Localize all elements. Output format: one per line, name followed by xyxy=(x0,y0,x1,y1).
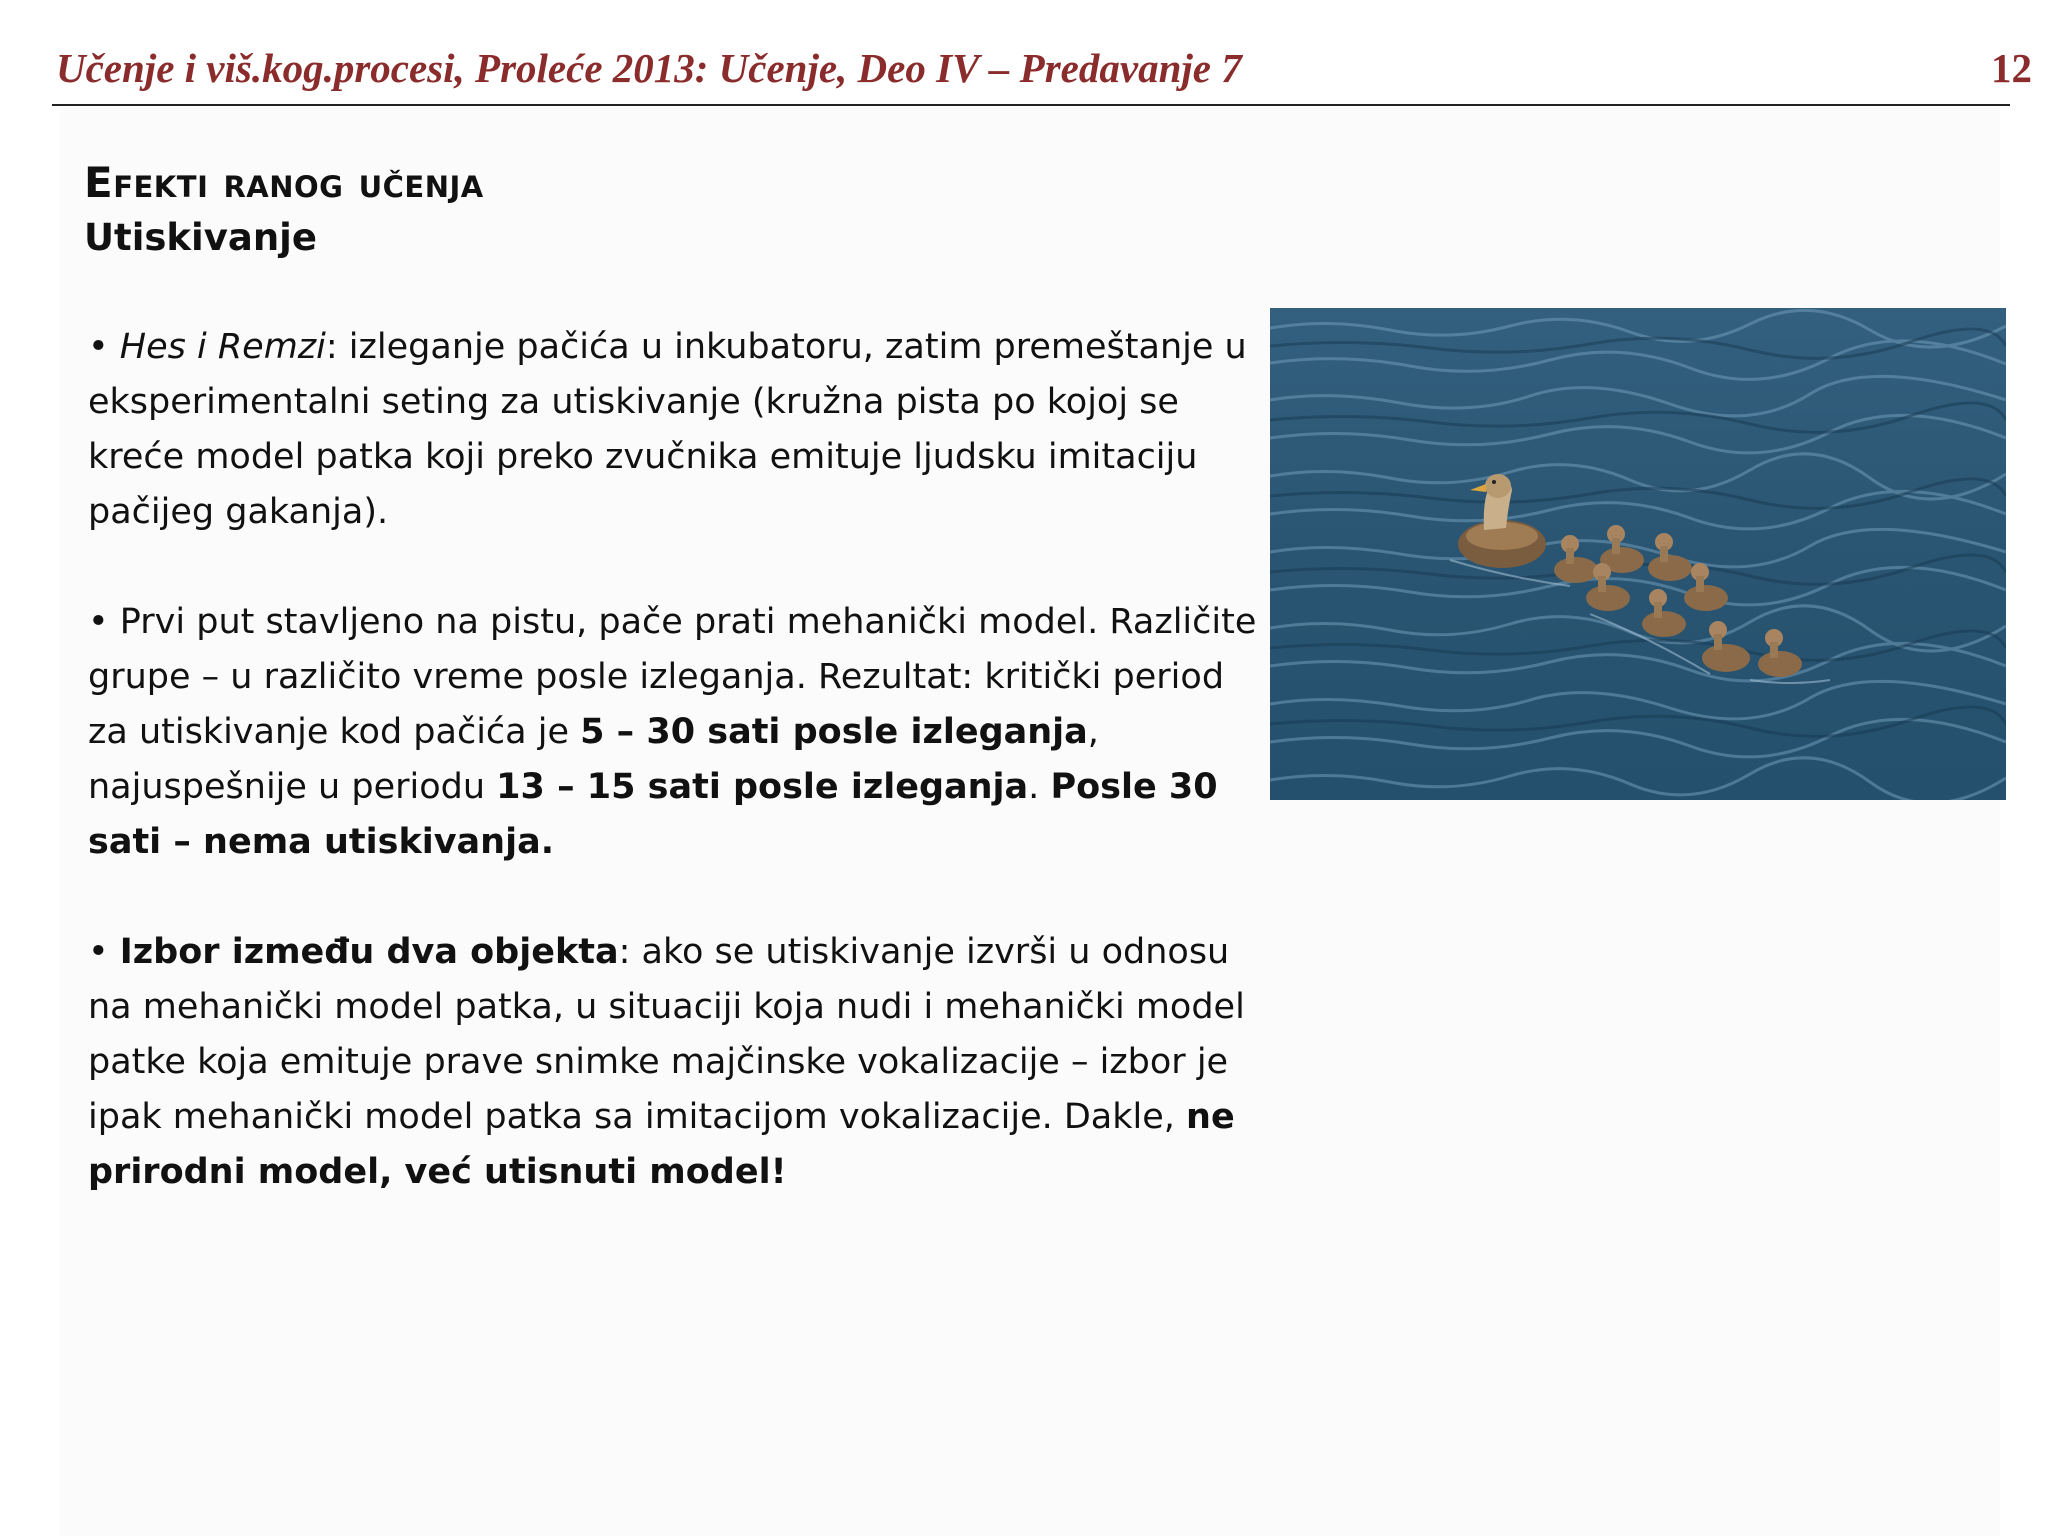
header-divider xyxy=(52,104,2010,106)
bullet-marker: • xyxy=(88,327,120,367)
bold-text: 5 – 30 sati posle izleganja xyxy=(580,712,1088,752)
bold-text: Izbor između dva objekta xyxy=(119,932,619,972)
bullet-paragraph-2 xyxy=(88,595,1263,870)
paragraph-text: , najuspešnije u periodu xyxy=(88,712,1099,807)
section-heading: Efekti ranog učenja xyxy=(84,158,484,207)
paragraph-text: Prvi put stavljeno na pistu, pače prati mehanički model. Različite grupe – u različito vreme posle izleganja. Rezultat: kritički period za utiskivanje kod pačića je xyxy=(88,602,1257,752)
authors-text: Hes i Remzi xyxy=(119,327,326,367)
bullet-marker: • xyxy=(88,932,120,972)
slide-content xyxy=(88,320,1263,1255)
bullet-paragraph-3 xyxy=(88,925,1263,1200)
ducklings-photo xyxy=(1270,308,2006,800)
bold-text: 13 – 15 sati posle izleganja xyxy=(496,767,1029,807)
paragraph-text: . xyxy=(1028,767,1051,807)
bold-text: ne prirodni model, već utisnuti model! xyxy=(88,1097,1235,1192)
paragraph-text: : izleganje pačića u inkubatoru, zatim premeštanje u eksperimentalni seting za utiskivanje (kružna pista po kojoj se kreće model patka koji preko zvučnika emituje ljudsku imitaciju pačijeg gakanja). xyxy=(88,327,1247,532)
paragraph-text: : ako se utiskivanje izvrši u odnosu na mehanički model patka, u situaciji koja nudi i mehanički model patke koja emituje prave snimke majčinske vokalizacije – izbor je ipak mehanički model patka sa imitacijom vokalizacije. Dakle, xyxy=(88,932,1245,1137)
bullet-paragraph-1 xyxy=(88,320,1263,540)
bullet-marker: • xyxy=(88,602,120,642)
subheading: Utiskivanje xyxy=(84,216,317,259)
duck-family-illustration xyxy=(1270,308,2006,800)
bold-text: Posle 30 sati – nema utiskivanja. xyxy=(88,767,1218,862)
page-number: 12 xyxy=(1991,45,2032,91)
header-title: Učenje i viš.kog.procesi, Proleće 2013: Učenje, Deo IV – Predavanje 7 xyxy=(56,45,1242,91)
